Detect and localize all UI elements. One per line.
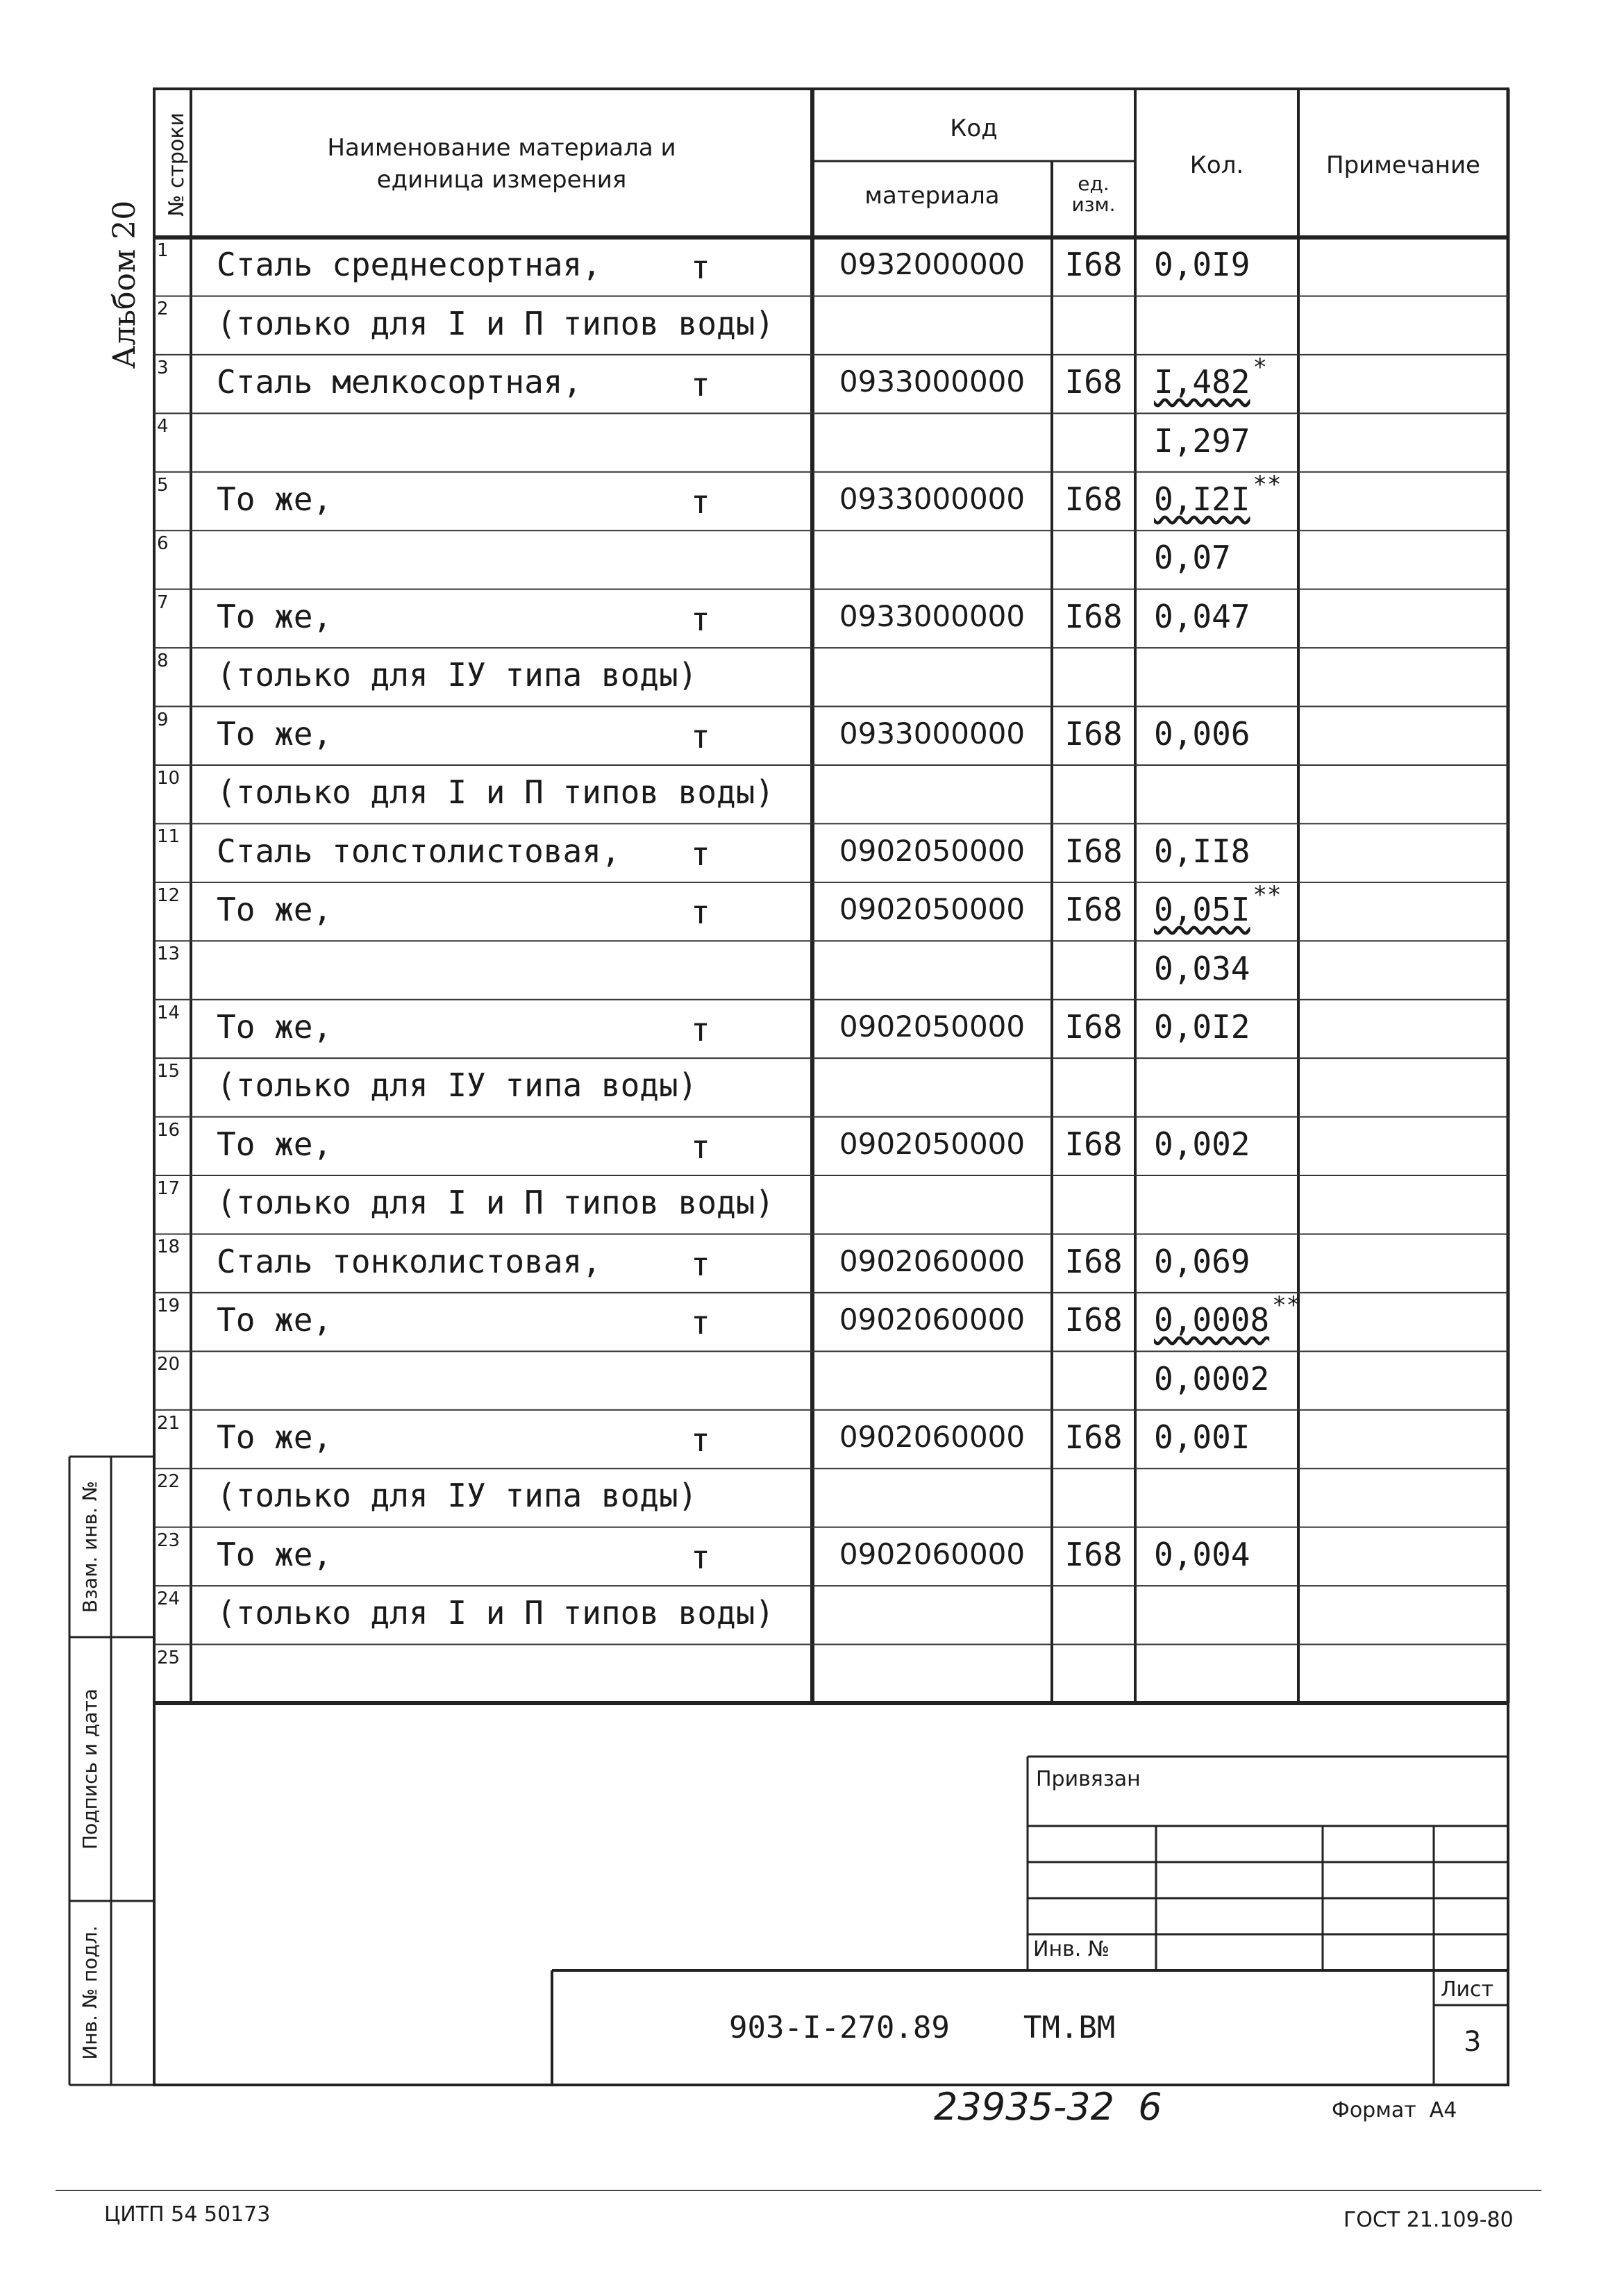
row-unit: т	[691, 483, 710, 521]
row-number: 20	[157, 1354, 181, 1375]
row-unit-code: I68	[1064, 1301, 1123, 1339]
row-quantity: 0,006	[1154, 714, 1250, 753]
row-unit: т	[691, 835, 710, 873]
row-material-code: 0933000000	[839, 481, 1025, 516]
row-quantity: 0,0I2	[1154, 1007, 1250, 1046]
row-material-code: 0902050000	[839, 833, 1025, 868]
row-material-code: 0933000000	[839, 598, 1025, 633]
tb-list-no: 3	[1464, 2026, 1482, 2058]
row-name: То же,	[217, 1301, 333, 1339]
row-number: 6	[157, 533, 169, 555]
row-number: 16	[157, 1119, 181, 1141]
row-unit: т	[691, 1421, 710, 1459]
row-number: 10	[157, 767, 181, 789]
row-number: 18	[157, 1237, 181, 1258]
footer-left: ЦИТП 54 50173	[104, 2202, 271, 2227]
tb-doc-code: 903-I-270.89 ТМ.ВМ	[729, 2010, 1116, 2045]
row-material-code: 0902060000	[839, 1536, 1025, 1571]
stamp-inv: Инв. № подл.	[78, 1925, 101, 2060]
row-unit-code: I68	[1064, 246, 1123, 284]
header-code-unit: ед. изм.	[1071, 172, 1116, 216]
row-number: 2	[157, 299, 169, 320]
header-row-number: № строки	[165, 112, 189, 217]
tb-inv-no: Инв. №	[1033, 1937, 1110, 1961]
row-quantity: 0,I2I	[1154, 480, 1250, 518]
row-name: Сталь тонколистовая,	[217, 1242, 601, 1280]
row-material-code: 0902050000	[839, 1009, 1025, 1044]
row-number: 21	[157, 1412, 181, 1434]
row-number: 3	[157, 357, 169, 378]
row-number: 17	[157, 1178, 181, 1200]
row-material-code: 0933000000	[839, 364, 1025, 399]
row-unit-code: I68	[1064, 480, 1123, 518]
row-unit-code: I68	[1064, 714, 1123, 753]
album-label: Альбом 20	[107, 200, 142, 369]
row-name: (только для I и П типов воды)	[217, 1594, 775, 1632]
row-name: (только для IУ типа воды)	[217, 656, 698, 694]
tb-list-label: Лист	[1441, 1977, 1494, 2002]
header-code: Код	[950, 115, 998, 142]
row-unit: т	[691, 1304, 710, 1342]
row-number: 7	[157, 592, 169, 613]
row-number: 5	[157, 474, 169, 496]
row-name: То же,	[217, 714, 333, 753]
row-unit-code: I68	[1064, 1535, 1123, 1573]
row-quantity: 0,004	[1154, 1535, 1250, 1573]
row-quantity: 0,00I	[1154, 1418, 1250, 1457]
row-number: 11	[157, 826, 181, 848]
row-name: То же,	[217, 1125, 333, 1163]
row-unit-code: I68	[1064, 363, 1123, 401]
row-unit: т	[691, 1128, 710, 1166]
row-unit: т	[691, 366, 710, 404]
row-number: 9	[157, 709, 169, 730]
row-number: 13	[157, 944, 181, 965]
row-number: 22	[157, 1471, 181, 1493]
row-material-code: 0902050000	[839, 1126, 1025, 1161]
row-number: 8	[157, 651, 169, 672]
row-unit-code: I68	[1064, 1007, 1123, 1046]
stamp-vzam: Взам. инв. №	[78, 1480, 101, 1614]
row-unit: т	[691, 249, 710, 287]
row-quantity: 0,07	[1154, 539, 1231, 577]
row-material-code: 0902060000	[839, 1243, 1025, 1278]
header-note: Примечание	[1326, 151, 1480, 179]
row-quantity: 0,05I	[1154, 891, 1250, 929]
row-unit: т	[691, 600, 710, 638]
row-unit: т	[691, 1010, 710, 1048]
row-quantity: 0,0002	[1154, 1359, 1270, 1398]
row-name: (только для I и П типов воды)	[217, 773, 775, 812]
row-name: (только для I и П типов воды)	[217, 304, 775, 342]
row-name: То же,	[217, 891, 333, 929]
row-quantity-note: **	[1272, 1291, 1301, 1320]
row-quantity: 0,034	[1154, 949, 1250, 987]
row-name: То же,	[217, 597, 333, 635]
row-name: (только для I и П типов воды)	[217, 1184, 775, 1222]
row-name: Сталь толстолистовая,	[217, 832, 621, 870]
stamp-podpis: Подпись и дата	[78, 1689, 101, 1850]
row-quantity: I,297	[1154, 421, 1250, 460]
row-quantity-note: *	[1253, 353, 1267, 382]
row-name: (только для IУ типа воды)	[217, 1066, 698, 1105]
row-quantity: I,482	[1154, 363, 1250, 401]
row-unit-code: I68	[1064, 1418, 1123, 1457]
header-name: Наименование материала и единица измерения	[327, 134, 676, 194]
row-quantity: 0,0I9	[1154, 246, 1250, 284]
row-unit-code: I68	[1064, 891, 1123, 929]
row-material-code: 0902050000	[839, 892, 1025, 927]
row-number: 4	[157, 416, 169, 437]
handwritten-number: 23935-32 6	[934, 2085, 1162, 2129]
row-name: То же,	[217, 480, 333, 518]
format-label: Формат А4	[1332, 2098, 1457, 2122]
row-name: То же,	[217, 1535, 333, 1573]
header-code-material: материала	[864, 182, 1000, 210]
row-quantity-note: **	[1253, 470, 1282, 498]
row-number: 23	[157, 1530, 181, 1551]
row-name: То же,	[217, 1007, 333, 1046]
row-unit: т	[691, 717, 710, 755]
row-quantity: 0,II8	[1154, 832, 1250, 870]
row-name: То же,	[217, 1418, 333, 1457]
row-number: 12	[157, 885, 181, 906]
row-unit: т	[691, 894, 710, 932]
row-quantity: 0,002	[1154, 1125, 1250, 1163]
row-unit-code: I68	[1064, 832, 1123, 870]
row-name: Сталь среднесортная,	[217, 246, 601, 284]
row-material-code: 0902060000	[839, 1420, 1025, 1455]
row-number: 1	[157, 240, 169, 261]
row-material-code: 0932000000	[839, 247, 1025, 282]
row-quantity-note: **	[1253, 881, 1282, 910]
row-number: 14	[157, 1002, 181, 1023]
tb-privyazan: Привязан	[1036, 1767, 1141, 1791]
row-quantity: 0,0008	[1154, 1301, 1270, 1339]
row-unit-code: I68	[1064, 1242, 1123, 1280]
header-qty: Кол.	[1189, 151, 1244, 179]
row-unit: т	[691, 1245, 710, 1283]
row-number: 25	[157, 1647, 181, 1668]
row-unit-code: I68	[1064, 597, 1123, 635]
row-name: (только для IУ типа воды)	[217, 1477, 698, 1515]
footer-right: ГОСТ 21.109-80	[1343, 2208, 1514, 2232]
row-quantity: 0,069	[1154, 1242, 1250, 1280]
row-material-code: 0933000000	[839, 716, 1025, 751]
row-unit: т	[691, 1538, 710, 1576]
row-number: 19	[157, 1295, 181, 1316]
row-material-code: 0902060000	[839, 1302, 1025, 1337]
row-unit-code: I68	[1064, 1125, 1123, 1163]
row-number: 24	[157, 1589, 181, 1610]
row-name: Сталь мелкосортная,	[217, 363, 583, 401]
row-quantity: 0,047	[1154, 597, 1250, 635]
row-number: 15	[157, 1061, 181, 1082]
